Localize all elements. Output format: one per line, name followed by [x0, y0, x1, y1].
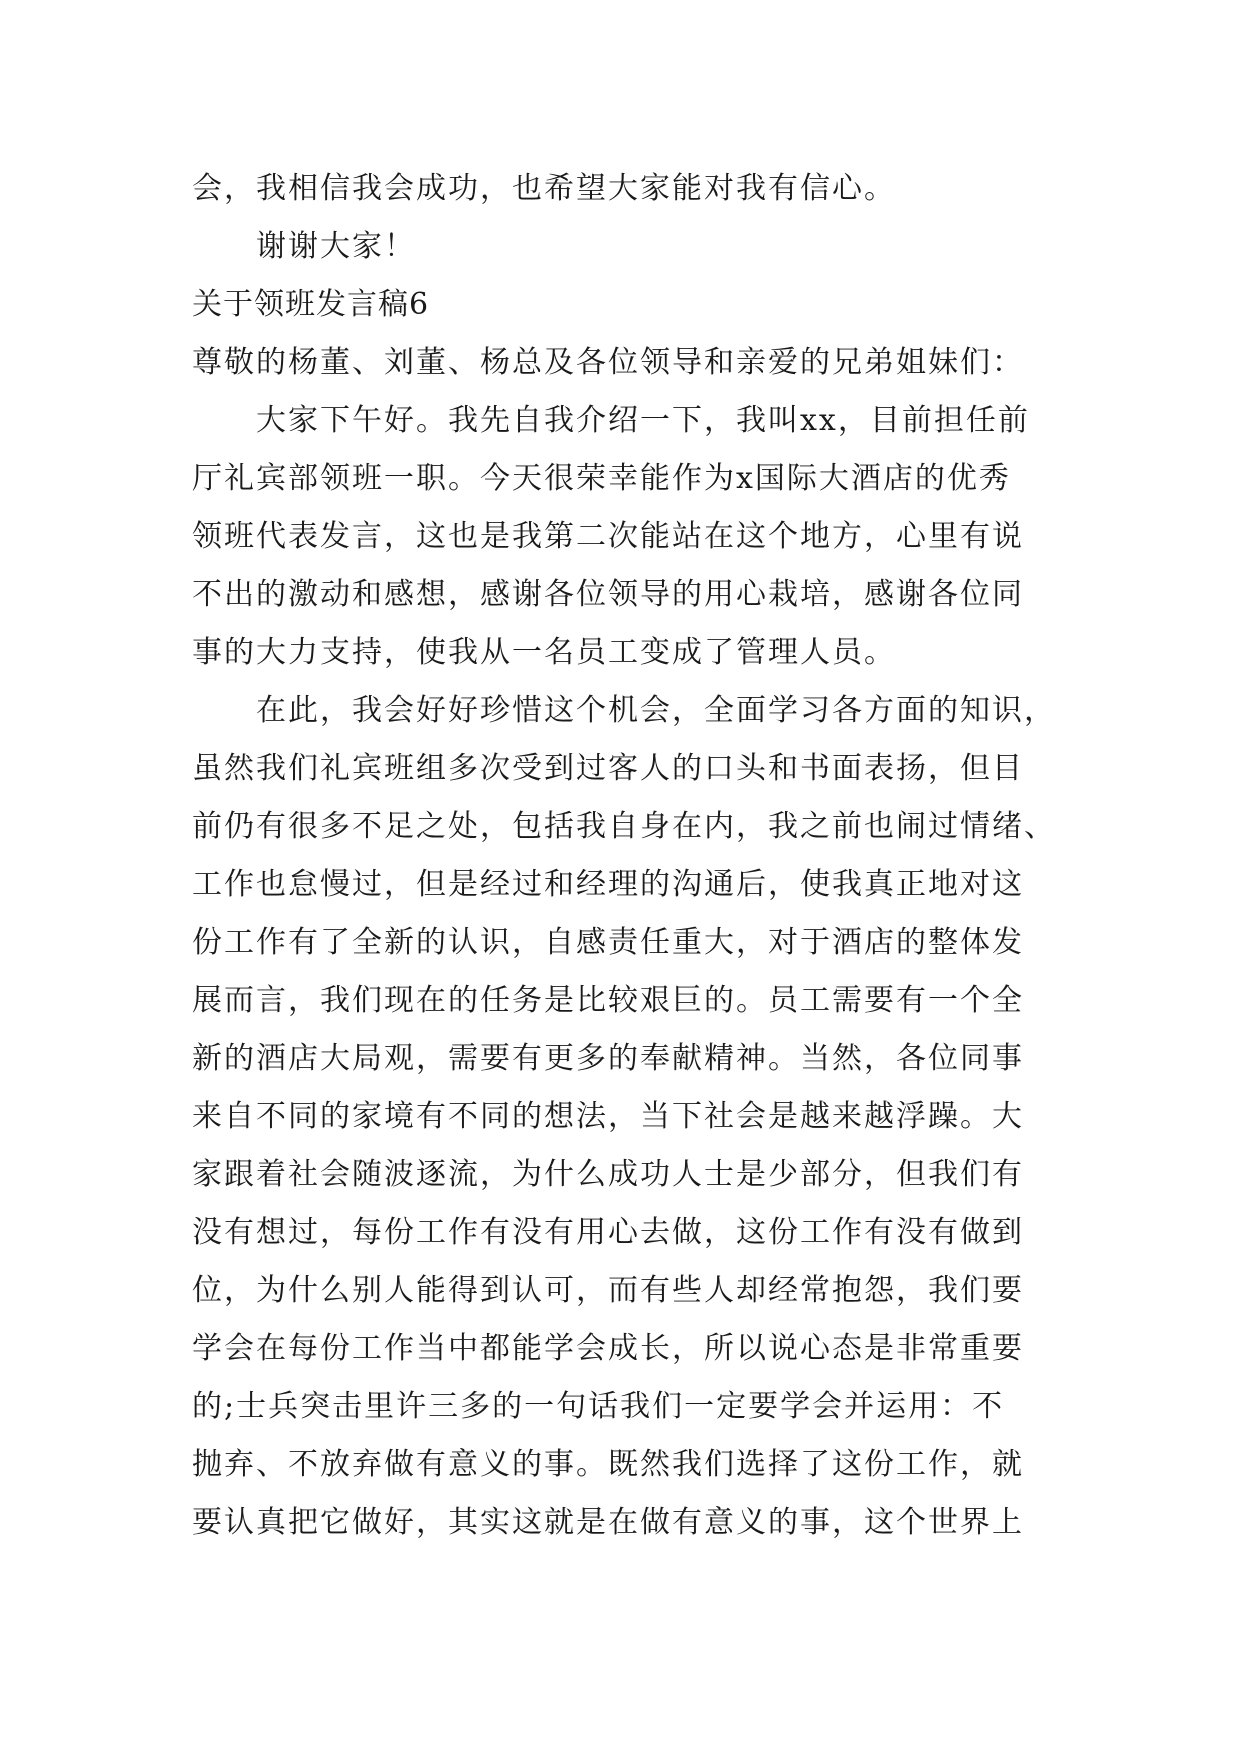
text-line: 展而言，我们现在的任务是比较艰巨的。员工需要有一个全: [192, 983, 1024, 1018]
text-line: 份工作有了全新的认识，自感责任重大，对于酒店的整体发: [192, 925, 1024, 960]
text-line: 位，为什么别人能得到认可，而有些人却经常抱怨，我们要: [192, 1273, 1024, 1308]
text-line: 来自不同的家境有不同的想法，当下社会是越来越浮躁。大: [192, 1099, 1024, 1134]
salutation-line: 尊敬的杨董、刘董、杨总及各位领导和亲爱的兄弟姐妹们：: [192, 345, 1024, 380]
text-line: 虽然我们礼宾班组多次受到过客人的口头和书面表扬，但目: [192, 751, 1024, 786]
text-line: 工作也怠慢过，但是经过和经理的沟通后，使我真正地对这: [192, 867, 1024, 902]
text-line: 领班代表发言，这也是我第二次能站在这个地方，心里有说: [192, 519, 1024, 554]
text-line: 厅礼宾部领班一职。今天很荣幸能作为x国际大酒店的优秀: [192, 461, 1011, 496]
text-line: 前仍有很多不足之处，包括我自身在内，我之前也闹过情绪、: [192, 809, 1056, 844]
text-line: 没有想过，每份工作有没有用心去做，这份工作有没有做到: [192, 1215, 1024, 1250]
text-line: 大家下午好。我先自我介绍一下，我叫xx，目前担任前: [256, 403, 1030, 438]
text-line: 抛弃、不放弃做有意义的事。既然我们选择了这份工作，就: [192, 1447, 1024, 1482]
text-line: 要认真把它做好，其实这就是在做有意义的事，这个世界上: [192, 1505, 1024, 1540]
text-line: 家跟着社会随波逐流，为什么成功人士是少部分，但我们有: [192, 1157, 1024, 1192]
text-line: 会，我相信我会成功，也希望大家能对我有信心。: [192, 171, 896, 206]
text-line: 谢谢大家！: [256, 229, 416, 264]
document-body: [192, 160, 1056, 1552]
text-line: 学会在每份工作当中都能学会成长，所以说心态是非常重要: [192, 1331, 1024, 1366]
section-heading: 关于领班发言稿6: [192, 287, 430, 322]
text-line: 的;士兵突击里许三多的一句话我们一定要学会并运用：不: [192, 1389, 1005, 1424]
text-line: 事的大力支持，使我从一名员工变成了管理人员。: [192, 635, 896, 670]
text-line: 不出的激动和感想，感谢各位领导的用心栽培，感谢各位同: [192, 577, 1024, 612]
text-line: 在此，我会好好珍惜这个机会，全面学习各方面的知识，: [256, 693, 1056, 728]
text-line: 新的酒店大局观，需要有更多的奉献精神。当然，各位同事: [192, 1041, 1024, 1076]
